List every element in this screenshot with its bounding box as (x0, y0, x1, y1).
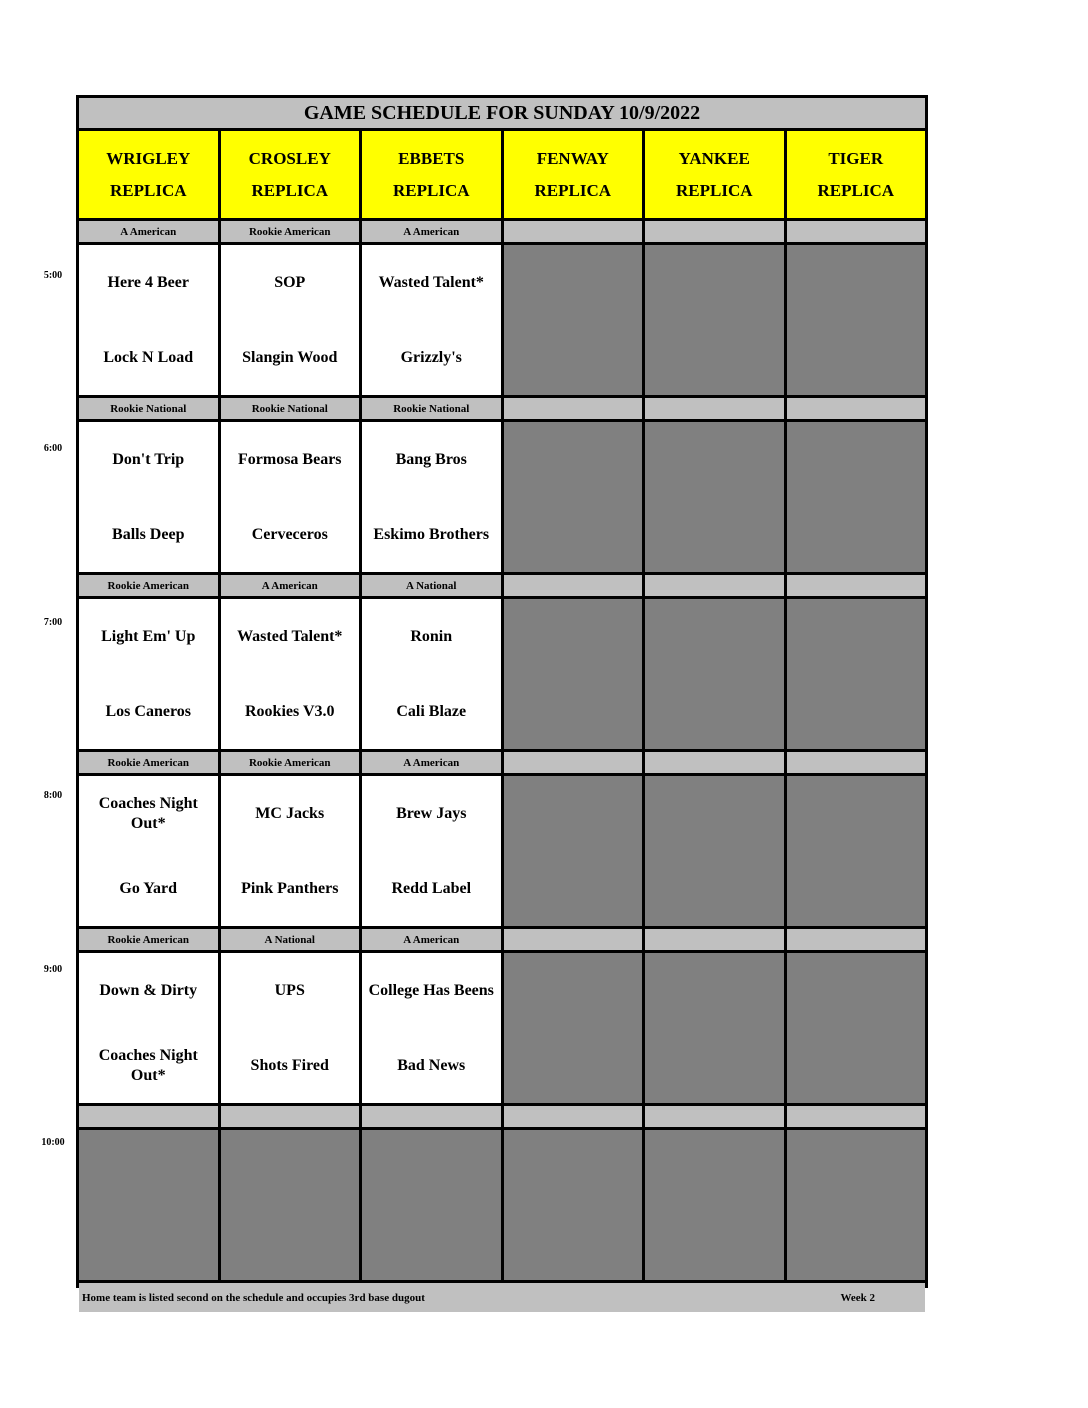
away-team: Wasted Talent* (237, 627, 343, 645)
away-team: Don't Trip (112, 450, 185, 468)
game-cell (362, 953, 501, 1103)
division-label (787, 398, 926, 419)
venue-header (362, 131, 501, 218)
division-label (362, 1106, 501, 1127)
division-label (504, 221, 643, 242)
schedule-title: GAME SCHEDULE FOR SUNDAY 10/9/2022 (79, 98, 925, 128)
venue-name: EBBETS (398, 148, 465, 168)
empty-slot (645, 776, 784, 926)
empty-slot (504, 599, 643, 749)
away-team: Wasted Talent* (378, 273, 484, 291)
venue-subtitle: REPLICA (675, 180, 753, 200)
division-label (645, 398, 784, 419)
time-label: 10:00 (41, 1137, 65, 1148)
division-label (645, 929, 784, 950)
time-label: 7:00 (43, 617, 63, 628)
division-label (787, 221, 926, 242)
schedule-table (76, 95, 928, 1304)
week-label: Week 2 (840, 1291, 875, 1304)
venue-header (79, 131, 218, 218)
venue-name: WRIGLEY (106, 148, 191, 168)
empty-slot (504, 953, 643, 1103)
empty-slot (787, 422, 926, 572)
venue-subtitle: REPLICA (817, 180, 894, 200)
empty-slot (645, 245, 784, 395)
empty-slot (221, 1130, 360, 1280)
division-label (645, 1106, 784, 1127)
home-team: Cali Blaze (396, 702, 467, 720)
time-label: 6:00 (43, 443, 63, 454)
division-label (504, 575, 643, 596)
home-team: Slangin Wood (242, 348, 338, 366)
empty-slot (504, 1130, 643, 1280)
game-cell (362, 776, 501, 926)
home-team: Los Caneros (105, 702, 191, 720)
home-team: Shots Fired (250, 1056, 329, 1074)
away-team: Light Em' Up (101, 627, 196, 645)
division-label (504, 929, 643, 950)
division-label (79, 1106, 218, 1127)
home-team: Coaches Night Out* (98, 1046, 198, 1084)
division-label: Rookie American (79, 752, 218, 773)
venue-subtitle: REPLICA (392, 180, 470, 200)
venue-name: FENWAY (536, 148, 609, 168)
empty-slot (787, 1130, 926, 1280)
home-team: Eskimo Brothers (373, 525, 490, 543)
time-label: 5:00 (43, 270, 63, 281)
away-team: Formosa Bears (237, 450, 342, 468)
division-label: Rookie American (79, 575, 218, 596)
division-label: Rookie National (221, 398, 360, 419)
home-team: Lock N Load (103, 348, 194, 366)
division-label (787, 575, 926, 596)
empty-slot (787, 599, 926, 749)
venue-header (645, 131, 784, 218)
division-label: A American (79, 221, 218, 242)
game-cell (79, 599, 218, 749)
venue-name: YANKEE (678, 148, 750, 168)
away-team: UPS (274, 981, 305, 999)
away-team: SOP (274, 273, 306, 291)
footer-note: Home team is listed second on the schedule and occupies 3rd base dugout (82, 1291, 425, 1304)
division-label (645, 221, 784, 242)
home-team: Redd Label (391, 879, 472, 897)
division-label: Rookie National (79, 398, 218, 419)
game-cell (79, 953, 218, 1103)
away-team: Bang Bros (395, 450, 467, 468)
division-label (504, 398, 643, 419)
home-team: Go Yard (119, 879, 178, 897)
division-label (645, 752, 784, 773)
game-cell (221, 953, 360, 1103)
game-cell (362, 245, 501, 395)
division-label: Rookie American (221, 752, 360, 773)
empty-slot (362, 1130, 501, 1280)
empty-slot (504, 422, 643, 572)
empty-slot (79, 1130, 218, 1280)
home-team: Cerveceros (251, 525, 328, 543)
empty-slot (787, 245, 926, 395)
time-label: 9:00 (43, 964, 63, 975)
home-team: Pink Panthers (241, 879, 339, 897)
division-label: Rookie American (79, 929, 218, 950)
division-label: A American (362, 752, 501, 773)
venue-header (787, 131, 926, 218)
away-team: College Has Beens (368, 981, 494, 999)
venue-name: TIGER (828, 148, 884, 168)
game-cell (221, 599, 360, 749)
division-label (504, 1106, 643, 1127)
away-team: Ronin (410, 627, 453, 645)
game-cell (362, 422, 501, 572)
schedule-footer (79, 1283, 925, 1312)
empty-slot (645, 953, 784, 1103)
division-label (645, 575, 784, 596)
game-cell (221, 245, 360, 395)
game-cell (79, 776, 218, 926)
home-team: Rookies V3.0 (245, 702, 335, 720)
empty-slot (504, 245, 643, 395)
game-cell (221, 422, 360, 572)
division-label (787, 929, 926, 950)
division-label: A National (362, 575, 501, 596)
division-label: A American (362, 929, 501, 950)
empty-slot (645, 1130, 784, 1280)
empty-slot (504, 776, 643, 926)
division-label: A National (221, 929, 360, 950)
game-cell (221, 776, 360, 926)
away-team: Coaches Night Out* (98, 794, 198, 832)
away-team: Here 4 Beer (107, 273, 189, 291)
venue-subtitle: REPLICA (534, 180, 611, 200)
away-team: Down & Dirty (99, 981, 198, 999)
division-label (504, 752, 643, 773)
venue-name: CROSLEY (248, 148, 331, 168)
home-team: Balls Deep (112, 525, 185, 543)
empty-slot (645, 599, 784, 749)
venue-subtitle: REPLICA (109, 180, 187, 200)
home-team: Bad News (397, 1056, 466, 1074)
division-label: A American (221, 575, 360, 596)
away-team: MC Jacks (255, 804, 325, 822)
venue-header (504, 131, 643, 218)
away-team: Brew Jays (396, 804, 467, 822)
empty-slot (787, 953, 926, 1103)
venue-subtitle: REPLICA (251, 180, 328, 200)
game-cell (79, 245, 218, 395)
division-label (221, 1106, 360, 1127)
game-cell (79, 422, 218, 572)
division-label (787, 1106, 926, 1127)
time-label: 8:00 (43, 790, 63, 801)
home-team: Grizzly's (400, 348, 462, 366)
division-label (787, 752, 926, 773)
game-cell (362, 599, 501, 749)
empty-slot (645, 422, 784, 572)
division-label: A American (362, 221, 501, 242)
division-label: Rookie American (221, 221, 360, 242)
venue-header (221, 131, 360, 218)
division-label: Rookie National (362, 398, 501, 419)
empty-slot (787, 776, 926, 926)
